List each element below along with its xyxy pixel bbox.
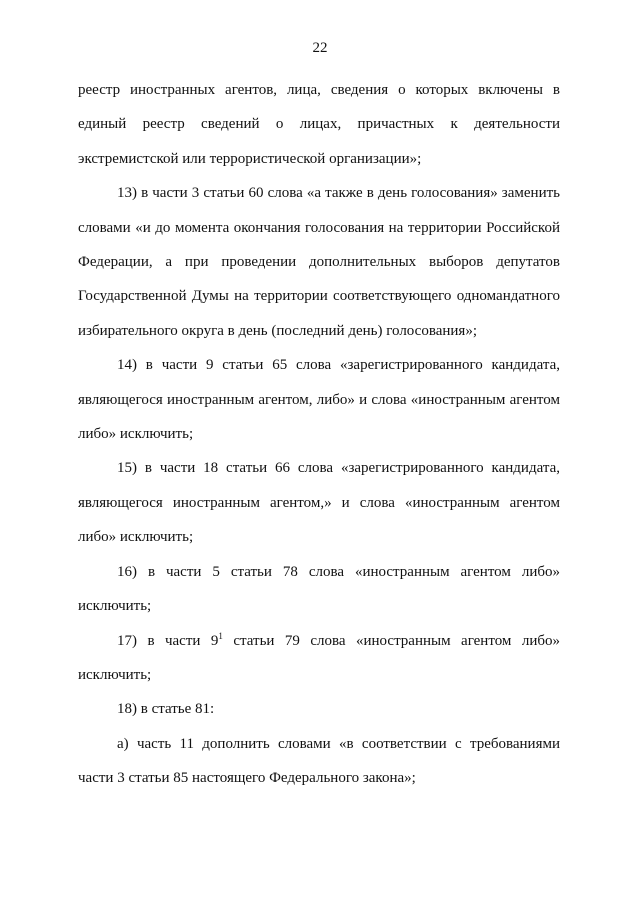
page-number: 22 [312, 40, 328, 56]
paragraph-item-16: 16) в части 5 статьи 78 слова «иностранным агентом либо» исключить; [78, 563, 560, 615]
paragraph-item-17-start: 17) в части 9 [117, 632, 219, 649]
superscript-index: 1 [218, 630, 223, 641]
paragraph-item-13: 13) в части 3 статьи 60 слова «а также в день голосования» заменить словами «и до момента окончания голосования на территории Российской Федерации, а при проведении дополнительных выборов депутатов Государственной Думы на территории соответствующего одномандатного избирательного округа в день (последний день) голосования»; [78, 185, 560, 339]
paragraph-item-18a: а) часть 11 дополнить словами «в соответствии с требованиями части 3 статьи 85 настоящего Федерального закона»; [78, 735, 560, 787]
paragraph-item-18: 18) в статье 81: [117, 701, 215, 718]
document-body [78, 73, 560, 796]
paragraph-item-14: 14) в части 9 статьи 65 слова «зарегистрированного кандидата, являющегося иностранным агентом, либо» и слова «иностранным агентом либо» исключить; [78, 357, 560, 443]
paragraph-item-15: 15) в части 18 статьи 66 слова «зарегистрированного кандидата, являющегося иностранным агентом,» и слова «иностранным агентом либо» исключить; [78, 460, 560, 546]
paragraph-item-17-end: статьи 79 слова «иностранным агентом либо» исключить; [78, 632, 560, 683]
paragraph-continuation: реестр иностранных агентов, лица, сведения о которых включены в единый реестр сведений о лицах, причастных к деятельности экстремистской или террористической организации»; [78, 82, 560, 167]
paragraph-item-17 [78, 624, 560, 693]
